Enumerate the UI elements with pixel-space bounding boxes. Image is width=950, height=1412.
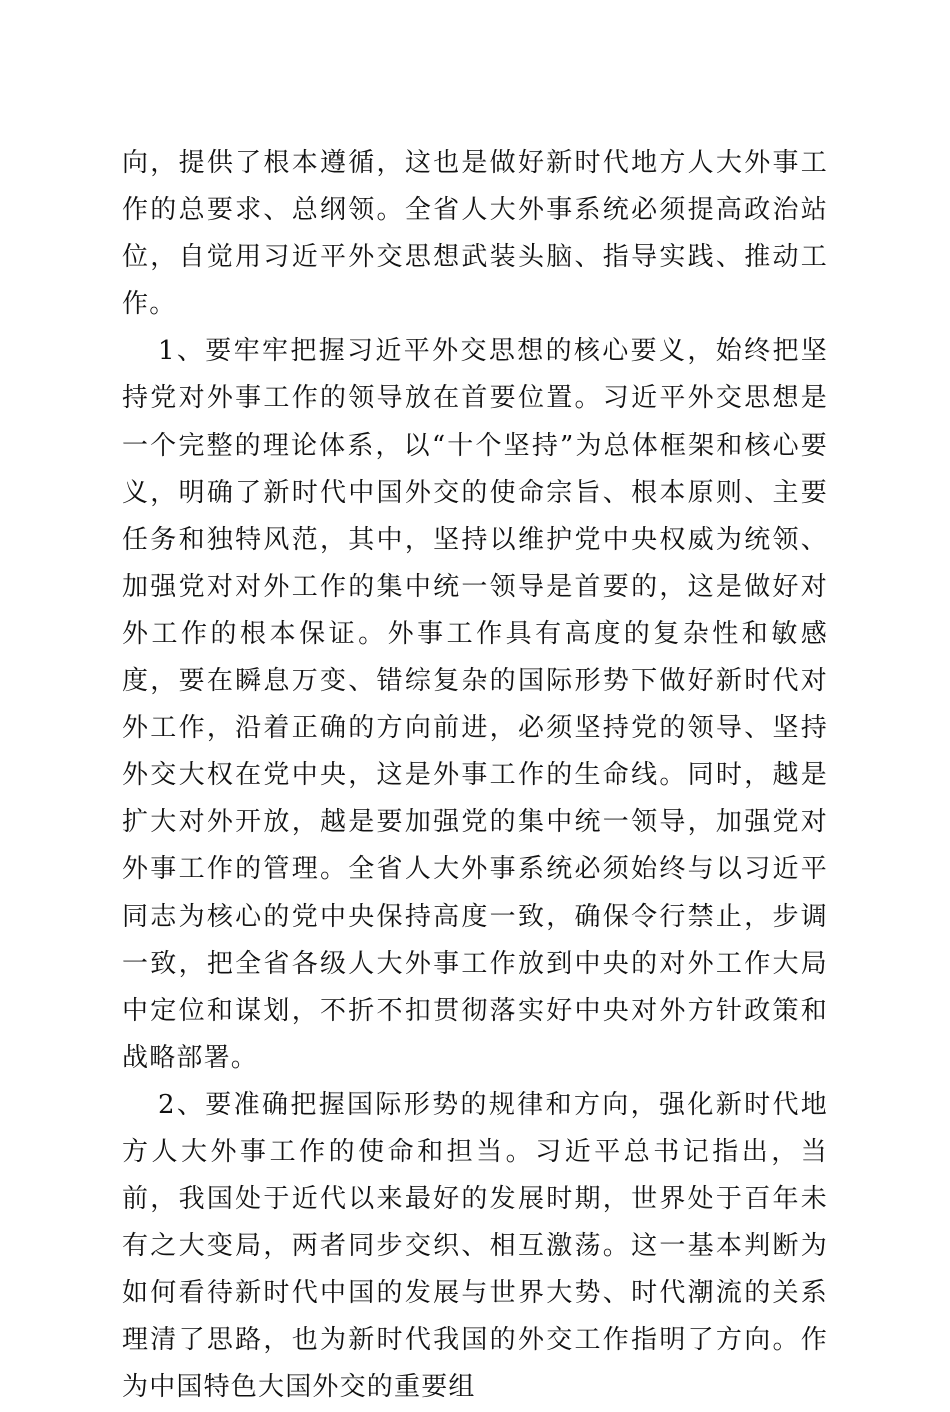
paragraph-continuation: 向，提供了根本遵循，这也是做好新时代地方人大外事工作的总要求、总纲领。全省人大外事系统必须提高政治站位，自觉用习近平外交思想武装头脑、指导实践、推动工作。 [122, 148, 828, 320]
paragraph-point-2: 2、要准确把握国际形势的规律和方向，强化新时代地方人大外事工作的使命和担当。习近平总书记指出，当前，我国处于近代以来最好的发展时期，世界处于百年未有之大变局，两者同步交织、相互激荡。这一基本判断为如何看待新时代中国的发展与世界大势、时代潮流的关系理清了思路，也为新时代我国的外交工作指明了方向。作为中国特色大国外交的重要组 [122, 1089, 828, 1403]
document-body [122, 140, 828, 1412]
paragraph-point-1: 1、要牢牢把握习近平外交思想的核心要义，始终把坚持党对外事工作的领导放在首要位置。习近平外交思想是一个完整的理论体系，以“十个坚持”为总体框架和核心要义，明确了新时代中国外交的使命宗旨、根本原则、主要任务和独特风范，其中，坚持以维护党中央权威为统领、加强党对对外工作的集中统一领导是首要的，这是做好对外工作的根本保证。外事工作具有高度的复杂性和敏感度，要在瞬息万变、错综复杂的国际形势下做好新时代对外工作，沿着正确的方向前进，必须坚持党的领导、坚持外交大权在党中央，这是外事工作的生命线。同时，越是扩大对外开放，越是要加强党的集中统一领导，加强党对外事工作的管理。全省人大外事系统必须始终与以习近平同志为核心的党中央保持高度一致，确保令行禁止，步调一致，把全省各级人大外事工作放到中央的对外工作大局中定位和谋划，不折不扣贯彻落实好中央对外方针政策和战略部署。 [122, 336, 828, 1073]
